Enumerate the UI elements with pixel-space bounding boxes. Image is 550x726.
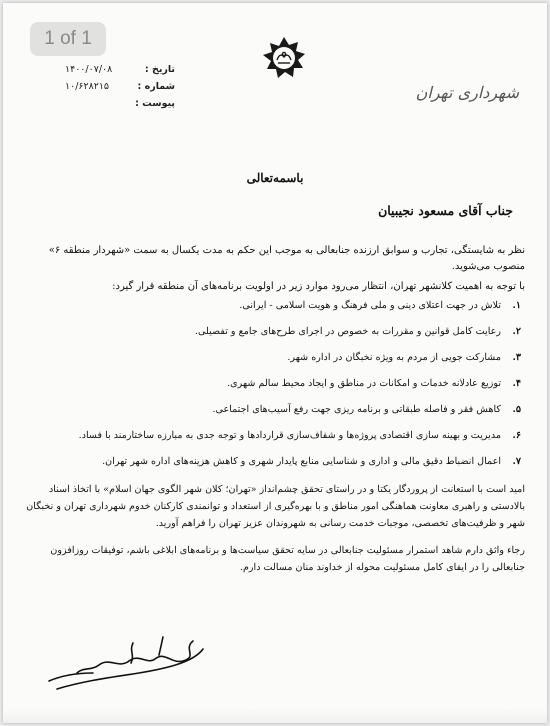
- wish-paragraph: رجاء واثق دارم شاهد استمرار مسئولیت جنابعالی در سایه تحقق سیاست‌ها و برنامه‌های ابلاغی باشم، توفیقات روزافزون جنابعالی را در ایفای کامل مسئولیت محوله از خداوند منان مسالت دارم.: [50, 545, 525, 573]
- org-name: شهرداری تهران: [415, 83, 519, 102]
- list-item: ۴. توزیع عادلانه خدمات و امکانات در مناطق و ایجاد محیط سالم شهری.: [227, 378, 521, 389]
- letter-addressee: جناب آقای مسعود نجیبیان: [378, 203, 513, 218]
- list-item: ۵. کاهش فقر و فاصله طبقاتی و برنامه ریزی جهت رفع آسیب‌های اجتماعی.: [212, 404, 521, 415]
- letter-title: باسمه‌تعالی: [246, 171, 304, 185]
- closing-paragraph: امید است با استعانت از پروردگار یکتا و در راستای تحقق چشم‌انداز «تهران؛ کلان شهر الگوی جهان اسلام» با اتخاذ اسناد بالادستی و راهبری معاونت هماهنگی امور مناطق و با بهره‌گیری از استعداد و توانمندی کارکنان خدوم شهرداری تهران و نخبگان شهر و ظرفیت‌های تخصصی، موجبات خدمت رسانی به شهروندان عزیز تهران را فراهم آورید.: [26, 484, 525, 529]
- page-bottom-edge: [3, 709, 547, 723]
- meta-number: شماره : ۱۰/۶۲۸۲۱۵: [65, 81, 175, 92]
- list-item: ۷. اعمال انضباط دقیق مالی و اداری و شناسایی منابع پایدار شهری و کاهش هزینه‌های اداره شهر تهران.: [102, 456, 521, 467]
- tehran-municipality-logo-icon: [261, 35, 307, 81]
- list-item: ۲. رعایت کامل قوانین و مقررات به خصوص در اجرای طرح‌های جامع و تفصیلی.: [194, 326, 521, 337]
- list-item: ۳. مشارکت جویی از مردم به ویژه نخبگان در اداره شهر.: [287, 352, 521, 363]
- page-indicator: 1 of 1: [30, 22, 106, 56]
- lead-paragraph: با توجه به اهمیت کلانشهر تهران، انتظار می‌رود موارد زیر در اولویت برنامه‌های آن منطقه قرار گیرد:: [112, 281, 525, 292]
- letter-meta: [65, 61, 175, 112]
- meta-attachment: پیوست :: [135, 98, 175, 109]
- list-item: ۱. تلاش در جهت اعتلای دینی و ملی فرهنگ و هویت اسلامی - ایرانی.: [239, 300, 521, 311]
- letter-page: [3, 3, 547, 723]
- letter-body: [25, 243, 525, 576]
- intro-paragraph: نظر به شایستگی، تجارب و سوابق ارزنده جنابعالی به موجب این حکم به مدت یکسال به سمت «شهردار منطقه ۶» منصوب می‌شوید.: [48, 245, 525, 272]
- priority-list: [25, 299, 525, 468]
- meta-date: تاریخ : ۱۴۰۰/۰۷/۰۸: [65, 64, 175, 75]
- list-item: ۶. مدیریت و بهینه سازی اقتصادی پروژه‌ها و شفاف‌سازی قراردادها و توجه جدی به مبارزه ساختارمند با فساد.: [78, 430, 521, 441]
- signature-icon: [43, 629, 243, 699]
